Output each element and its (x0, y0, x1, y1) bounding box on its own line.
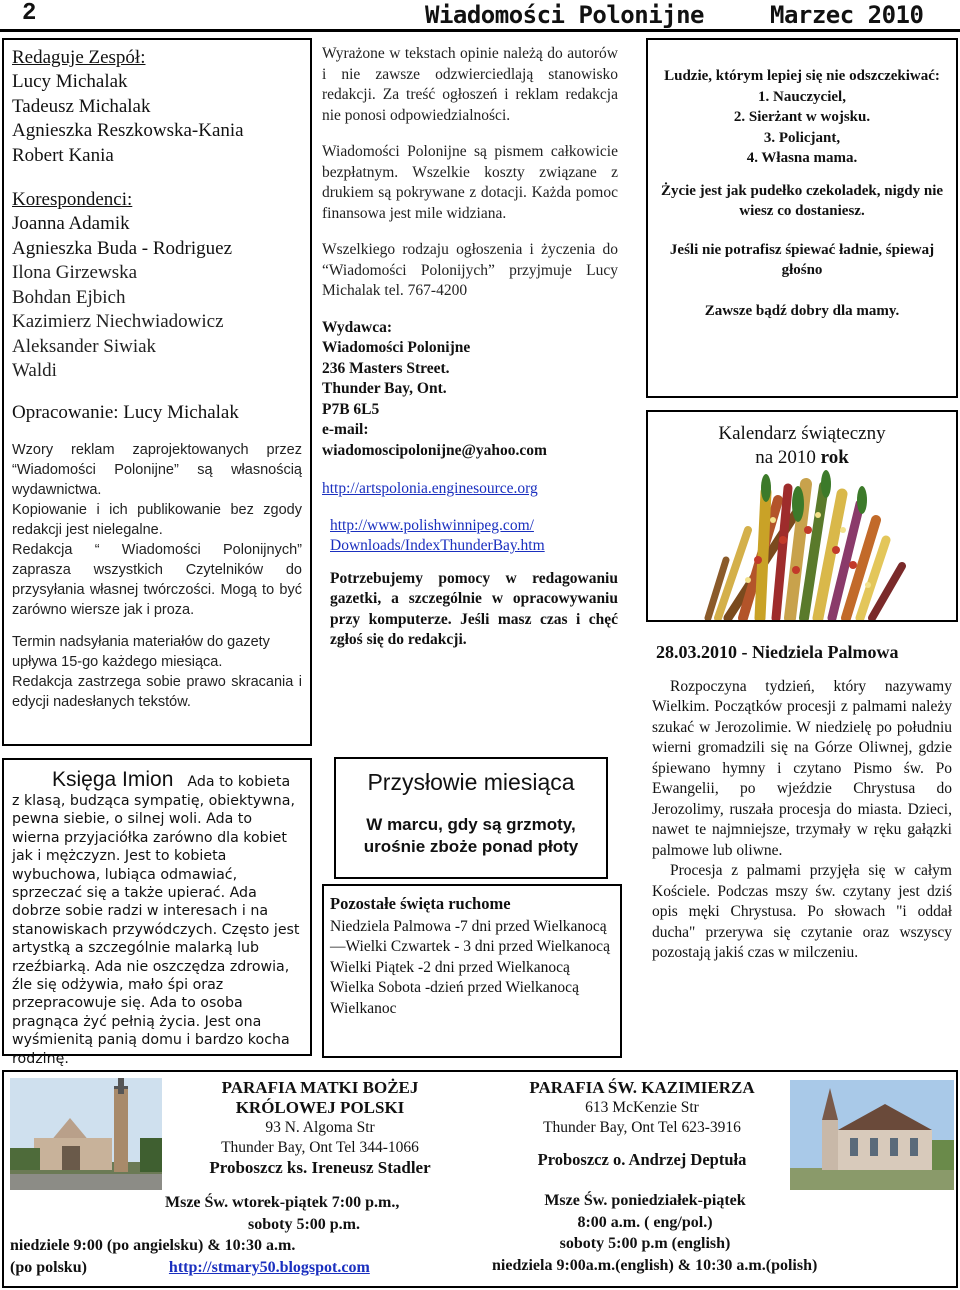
palm-sunday-title: 28.03.2010 - Niedziela Palmowa (656, 642, 899, 662)
mass-line: 8:00 a.m. ( eng/pol.) (577, 1213, 713, 1231)
parish-2-priest: Proboszcz o. Andrzej Deptuła (537, 1150, 747, 1169)
mass-line: niedziele 9:00 (po angielsku) & 10:30 a.m. (10, 1237, 296, 1254)
publisher-block (322, 318, 618, 462)
church-photo-left (10, 1078, 162, 1190)
parish-1-priest: Proboszcz ks. Ireneusz Stadler (209, 1158, 431, 1177)
proverb-box (334, 757, 608, 879)
quote-list (658, 66, 946, 169)
help-wanted: Potrzebujemy pomocy w redagowaniu gazetki, a szczególnie w opracowywaniu przy komputerze. Jeśli masz czas i chęć zgłoś się do redakcji. (330, 569, 618, 648)
parish-2-city: Thunder Bay, Ont Tel 623-3916 (543, 1119, 741, 1136)
notice-deadline: Termin nadsyłania materiałów do gazety upływa 15-go każdego miesiąca. (12, 633, 270, 670)
names-book-box (2, 758, 312, 1067)
team-heading: Redaguje Zespół: (12, 47, 146, 68)
holiday-item: Niedziela Palmowa -7 dni przed Wielkanocą —Wielki Czwartek - 3 dni przed Wielkanocą (330, 917, 610, 955)
quote-singing: Jeśli nie potrafisz śpiewać ładnie, śpiewaj głośno (669, 241, 935, 278)
parish-1-address: 93 N. Algoma Str (265, 1119, 375, 1136)
holiday-item: Wielkanoc (330, 999, 397, 1017)
parish-1-city: Thunder Bay, Ont Tel 344-1066 (221, 1139, 419, 1156)
team-member: Robert Kania (12, 144, 114, 166)
artspolonia-link[interactable]: http://artspolonia.enginesource.org (322, 480, 538, 497)
polishwinnipeg-link[interactable]: http://www.polishwinnipeg.com/ (330, 516, 534, 534)
calendar-box (646, 410, 958, 622)
correspondent: Joanna Adamik (12, 213, 130, 234)
mass-line: Msze Św. wtorek-piątek 7:00 p.m., (165, 1194, 400, 1211)
team-member: Agnieszka Reszkowska-Kania (12, 120, 244, 141)
parish-2-name: PARAFIA ŚW. KAZIMIERZA (529, 1078, 755, 1097)
team-member: Lucy Michalak (12, 71, 128, 92)
palm-sunday-paragraph: Rozpoczyna tydzień, który nazywamy Wielkim. Początków procesji z palmami należy szukać w Jerozolimie. W niedzielę po południu wierni gromadzili się na Górze Oliwnej, gdzie śpiewano hymny i czytano Pismo św. Po Ewangelii, po wjeździe Chrystusa do Jerozolimy, ruszała procesja do miasta. Dzieci, nawet te najmniejsze, trzymały w ręku gałązki palmowe lub oliwne. (652, 677, 952, 859)
publication-title: Wiadomości Polonijne (425, 1, 704, 29)
quotes-box (646, 38, 958, 398)
parish-1-info (160, 1078, 480, 1178)
polishwinnipeg-link-path[interactable]: Downloads/IndexThunderBay.htm (330, 537, 545, 554)
proverb-line: W marcu, gdy są grzmoty, (366, 815, 576, 834)
names-book-title: Księga Imion (52, 768, 174, 791)
proverb-title: Przysłowie miesiąca (367, 769, 575, 795)
notice-ads-ownership: Wzory reklam zaprojektowanych przez “Wiadomości Polonijne” są własnością wydawnictwa. (12, 441, 302, 498)
parish-1-name: PARAFIA MATKI BOŻEJ (221, 1078, 419, 1097)
quote-line: Ludzie, którym lepiej się nie odszczekiwać: (664, 68, 940, 84)
names-book-text: Ada to kobieta z klasą, budząca sympatię, obiektywna, pewna siebie, o silnej woli. Ada to wierna przyjaciółka zarówno dla kobiet jak i mężczyzn. Jest to kobieta wybuchowa, lubiąca odmawiać, sprzeczać się a także upierać. Ada dobrze sobie radzi w interesach i na stanowiskach przywódczych. Często jest artystką a szczególnie malarką lub rzeźbiarką. Ada nie oszczędza zdrowia, źle się odżywia, mało śpi oraz przepracowuje się. Ada to osoba pragnąca żyć pełnią życia. Jest ona wyśmienitą panią domu i bardzo kocha rodzinę. (12, 774, 300, 1067)
quote-line: 3. Policjant, (763, 129, 841, 146)
stmary-blog-link[interactable]: http://stmary50.blogspot.com (168, 1258, 370, 1276)
proverb-line: urośnie zboże ponad płoty (363, 837, 579, 856)
church-photo-right (790, 1080, 954, 1190)
parish-1-masses (10, 1192, 490, 1278)
ads-note: Wszelkiego rodzaju ogłoszenia i życzenia do “Wiadomości Polonijych” przyjmuje Lucy Michalak tel. 767-4200 (322, 241, 618, 299)
editorial-box (2, 38, 312, 746)
holidays-title: Pozostałe święta ruchome (330, 894, 511, 913)
publisher-line: Thunder Bay, Ont. (322, 380, 447, 397)
publisher-email: wiadomoscipolonijne@yahoo.com (322, 441, 547, 459)
calendar-title: Kalendarz świąteczny na 2010 rok (718, 423, 886, 468)
issue-date: Marzec 2010 (770, 1, 924, 29)
notice-copying: Kopiowanie i ich publikowanie bez zgody redakcji jest nielegalne. (12, 501, 302, 538)
publisher-line: P7B 6L5 (322, 400, 380, 418)
quote-line: 1. Nauczyciel, (758, 88, 846, 105)
prepared-by: Opracowanie: Lucy Michalak (12, 401, 239, 423)
palm-sunday-article (652, 642, 952, 964)
movable-holidays-box (322, 884, 622, 1058)
correspondent: Ilona Girzewska (12, 262, 138, 283)
publisher-line: Wydawca: (322, 318, 393, 336)
quote-line: 4. Własna mama. (746, 150, 858, 166)
quote-mother: Zawsze bądź dobry dla mamy. (704, 302, 900, 319)
palm-bouquet-illustration (648, 470, 956, 620)
correspondent: Agnieszka Buda - Rodriguez (12, 237, 233, 259)
holiday-item: Wielki Piątek -2 dni przed Wielkanocą (330, 958, 570, 976)
notice-editing: Redakcja zastrzega sobie prawo skracania i edycji nadesłanych tekstów. (12, 673, 302, 710)
mass-line: Msze Św. poniedziałek-piątek (544, 1192, 746, 1209)
mass-line: soboty 5:00 p.m (english) (559, 1235, 731, 1252)
page-number: 2 (22, 0, 37, 27)
parish-2-info (502, 1078, 782, 1170)
correspondent: Aleksander Siwiak (12, 335, 157, 357)
quote-chocolates: Życie jest jak pudełko czekoladek, nigdy nie wiesz co dostaniesz. (660, 182, 944, 219)
correspondent: Waldi (12, 360, 57, 381)
notice-submissions: Redakcja “ Wiadomości Polonijnych” zaprasza wszystkich Czytelników do przysyłania własnej twórczości. Mogą to być zarówno wiersze jak i proza. (12, 541, 302, 618)
correspondent: Bohdan Ejbich (12, 286, 126, 308)
palm-sunday-paragraph: Procesja z palmami przyjęła się w całym Kościele. Podczas mszy św. czytany jest dziś opis męki Chrystusa. Po słowach "i oddał ducha" przerywa się czytanie oraz wszyscy pozostają jakiś czas w milczeniu. (652, 862, 952, 961)
holiday-item: Wielka Sobota -dzień przed Wielkanocą (330, 979, 579, 996)
free-newspaper-note: Wiadomości Polonijne są pismem całkowicie bezpłatnym. Wszelkie koszty związane z drukiem są pokrywane z dotacji. Każda pomoc finansowa jest mile widziana. (322, 143, 618, 222)
info-column (322, 44, 618, 651)
page-header (0, 0, 960, 32)
correspondent: Kazimierz Niechwiadowicz (12, 311, 224, 332)
parish-2-address: 613 McKenzie Str (585, 1099, 699, 1116)
quote-line: 2. Sierżant w wojsku. (733, 109, 871, 125)
correspondents-heading: Korespondenci: (12, 189, 133, 210)
parish-2-masses (492, 1190, 818, 1276)
mass-line: (po polsku) (10, 1258, 87, 1276)
mass-line: soboty 5:00 p.m. (248, 1215, 361, 1233)
publisher-line: Wiadomości Polonijne (322, 339, 471, 356)
publisher-line: 236 Masters Street. (322, 359, 450, 377)
mass-line: niedziela 9:00a.m.(english) & 10:30 a.m.(polish) (492, 1256, 818, 1274)
opinions-disclaimer: Wyrażone w tekstach opinie należą do autorów i nie zawsze odzwierciedlają stanowisko redakcji. Za treść ogłoszeń i reklam redakcja nie ponosi odpowiedzialności. (322, 45, 618, 124)
publisher-line: e-mail: (322, 421, 369, 438)
parish-1-name-2: KRÓLOWEJ POLSKI (235, 1098, 405, 1117)
team-member: Tadeusz Michalak (12, 95, 151, 117)
